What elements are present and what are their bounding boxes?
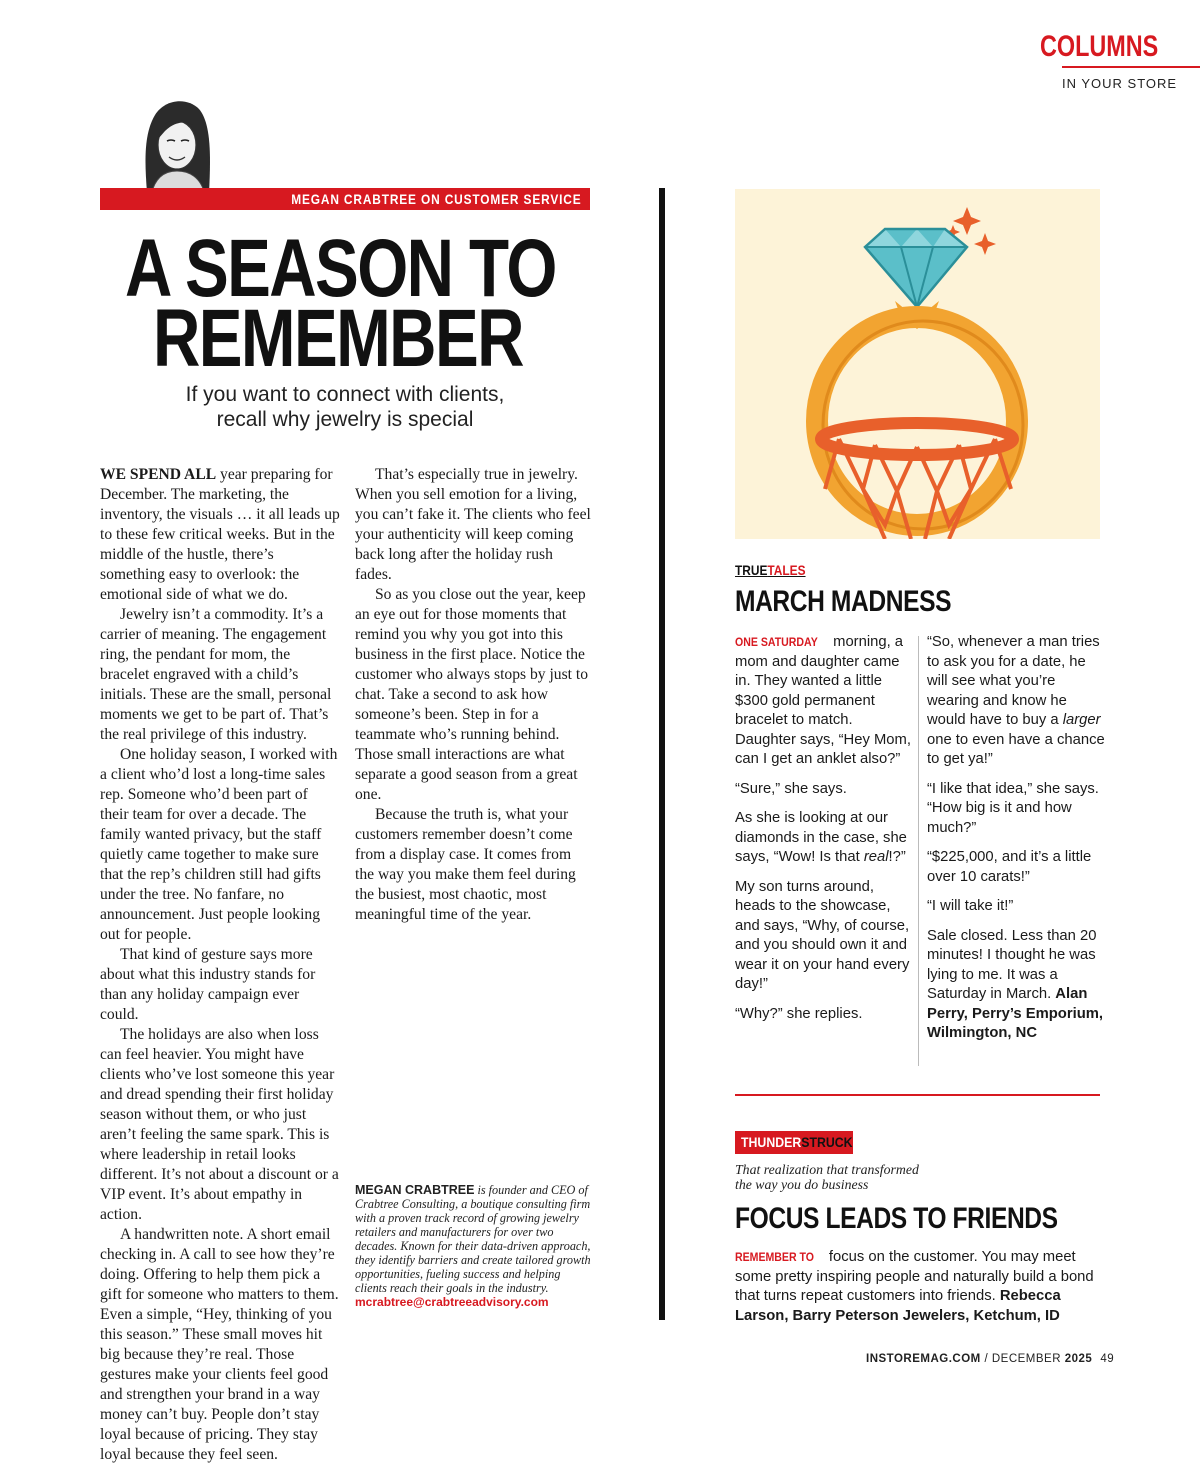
thunderstruck-text (741, 1134, 853, 1150)
bio-name: MEGAN CRABTREE (355, 1183, 475, 1197)
subsection-label: IN YOUR STORE (1062, 76, 1178, 91)
subhead-line-2: recall why jewelry is special (216, 408, 474, 431)
paragraph: Jewelry isn’t a commodity. It’s a carrier of meaning. The engagement ring, the pendant for mom, the bracelet engraved with a child’s initials. These are the small, personal moments we get to be part of. That’s the real privilege of this industry. (100, 606, 332, 743)
story-column-2 (927, 633, 1105, 1054)
thunderstruck-deck (735, 1162, 995, 1192)
story-column-rule (918, 636, 919, 1066)
section-label: COLUMNS (1040, 30, 1159, 63)
paragraph (100, 465, 340, 605)
story-signature: Alan Perry, Perry’s Emporium, Wilmington, NC (927, 986, 1103, 1041)
lead-in: ONE SATURDAY (735, 635, 818, 649)
bio-email-link[interactable]: mcrabtree@crabtreeadvisory.com (355, 1295, 549, 1309)
paragraph: A handwritten note. A short email checking in. A call to see how they’re doing. Offering to help them pick a gift for someone who matters to them. Even a simple, “Hey, thinking of you this season.” These small moves hit big because they’re real. Those gestures make your clients feel good and strengthen your brand in a way money can’t buy. People don’t stay loyal because of pricing. They stay loyal because they feel seen. (100, 1226, 339, 1463)
story-column-1 (735, 633, 913, 1034)
diamond-ring-basketball-hoop-illustration (735, 189, 1100, 539)
story-paragraph (927, 633, 1105, 770)
story-paragraph: “$225,000, and it’s a little over 10 carats!” (927, 849, 1092, 885)
story-paragraph (735, 809, 913, 868)
label-part-2: STRUCK (801, 1134, 853, 1150)
footer-separator: / (980, 1353, 992, 1365)
story-emphasis: real (863, 849, 889, 865)
portrait-illustration (125, 95, 225, 195)
paragraph-text: year preparing for December. The marketing, the inventory, the visuals … it all leads up to these few critical weeks. But in the middle of the hustle, there’s something easy to overlook: the emotional side of what we do. (100, 466, 340, 603)
header-rule (1062, 66, 1200, 68)
subhead-line-1: If you want to connect with clients, (185, 383, 505, 406)
author-bio (355, 1183, 593, 1309)
paragraph: That’s especially true in jewelry. When you sell emotion for a living, you can’t fake it. The clients who feel your authenticity will keep coming back long after the holiday rush fades. (355, 466, 591, 583)
true-tales-label (735, 562, 806, 578)
lead-in: REMEMBER TO (735, 1250, 815, 1264)
thunderstruck-label (735, 1131, 853, 1154)
deck-line-1: That realization that transformed (735, 1162, 919, 1177)
bio-text: is founder and CEO of Crabtree Consulting, a boutique consulting firm with a proven track record of growing jewelry retailers and manufacturers for over two decades. Known for their data-driven approach, they identify barriers and create tailored growth opportunities, fueling success and helping clients reach their goals in the industry. (355, 1183, 591, 1295)
byline-text: MEGAN CRABTREE ON CUSTOMER SERVICE (291, 191, 582, 207)
article-column-1 (100, 465, 340, 1465)
label-part-2: TALES (767, 562, 806, 578)
story-text: As she is looking at our diamonds in the case, she says, “Wow! Is that (735, 810, 907, 865)
footer-month: DECEMBER (991, 1353, 1065, 1365)
story-paragraph: My son turns around, heads to the showcase, and says, “Why, of course, and you should own it and wear it on your hand every day!” (735, 878, 910, 992)
story-paragraph: “Sure,” she says. (735, 780, 847, 797)
paragraph: The holidays are also when loss can feel heavier. You might have clients who’ve lost someone this year and dread spending their first holiday season without them, or who just aren’t feeling the same spark. This is where leadership in retail looks different. It’s not about a discount or a VIP event. It’s about empathy in action. (100, 1026, 339, 1223)
thunderstruck-signature: Rebecca Larson, Barry Peterson Jewelers, Ketchum, ID (735, 1288, 1061, 1324)
story-paragraph: “I like that idea,” she says. “How big is it and how much?” (927, 780, 1099, 836)
story-text: morning, a mom and daughter came in. They wanted a little $300 gold permanent bracelet to match. Daughter says, “Hey Mom, can I get an anklet also?” (735, 634, 911, 767)
headline-line-2: REMEMBER (153, 293, 523, 384)
story-paragraph (735, 633, 913, 770)
headline-line-1: A SEASON TO (125, 223, 556, 314)
body-text: focus on the customer. You may meet some pretty inspiring people and naturally build a bond that turns repeat customers into friends. (735, 1249, 1094, 1304)
label-part-1: THUNDER (741, 1134, 802, 1150)
footer-year: 2025 (1064, 1353, 1093, 1365)
paragraph: So as you close out the year, keep an eye out for those moments that remind you why you got into this business in the first place. Notice the customer who always stops by just to chat. Take a second to ask how someone’s been. Step in for a teammate who’s running behind. Those small interactions are what separate a good season from a great one. (355, 586, 589, 803)
deck-line-2: the way you do business (735, 1177, 869, 1192)
story-text: one to even have a chance to get ya!” (927, 731, 1105, 767)
thunderstruck-title: FOCUS LEADS TO FRIENDS (735, 1202, 1058, 1235)
article-column-2 (355, 465, 593, 925)
story-text: “So, whenever a man tries to ask you for a date, he will see what you’re wearing and know he would have to buy a (927, 634, 1100, 728)
subhead (100, 382, 590, 432)
story-text: Sale closed. Less than 20 minutes! I thought he was lying to me. It was a Saturday in March. (927, 927, 1097, 1002)
story-title: MARCH MADNESS (735, 585, 952, 618)
story-paragraph (927, 927, 1105, 1044)
label-part-1: TRUE (735, 562, 768, 578)
story-paragraph: “Why?” she replies. (735, 1005, 863, 1022)
column-divider (659, 188, 665, 1320)
byline-bar (100, 188, 590, 210)
paragraph: That kind of gesture says more about what this industry stands for than any holiday campaign ever could. (100, 946, 316, 1023)
paragraph: One holiday season, I worked with a client who’d lost a long-time sales rep. Someone who’d been part of their team for over a decade. The family wanted privacy, but the staff quietly came together to make sure that the rep’s children still had gifts under the tree. No fanfare, no announcement. Just people looking out for people. (100, 746, 338, 943)
story-emphasis: larger (1062, 712, 1101, 728)
page-footer (866, 1353, 1114, 1365)
story-text: !?” (888, 849, 906, 865)
thunderstruck-body (735, 1248, 1105, 1326)
lead-in: WE SPEND ALL (100, 466, 217, 483)
page-number: 49 (1100, 1353, 1115, 1365)
section-rule (735, 1094, 1100, 1096)
footer-site: INSTOREMAG.COM (866, 1353, 981, 1365)
story-paragraph: “I will take it!” (927, 898, 1014, 914)
paragraph: Because the truth is, what your customers remember doesn’t come from a display case. It comes from the way you make them feel during the busiest, most chaotic, most meaningful time of the year. (355, 806, 576, 923)
